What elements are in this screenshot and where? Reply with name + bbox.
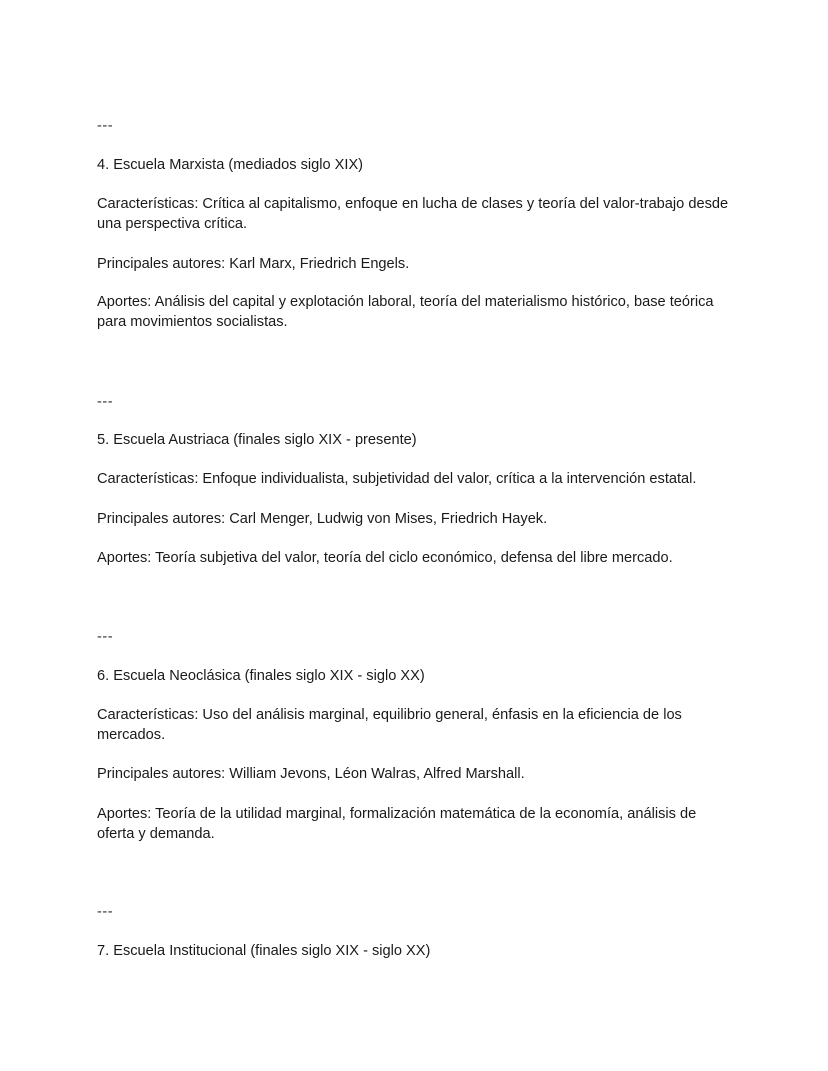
section-title: 5. Escuela Austriaca (finales siglo XIX - presente) [97, 432, 417, 448]
section-separator: --- [97, 904, 114, 920]
section-separator: --- [97, 629, 114, 645]
section-autores: Principales autores: Carl Menger, Ludwig von Mises, Friedrich Hayek. [97, 511, 548, 527]
section-aportes: Aportes: Análisis del capital y explotación laboral, teoría del materialismo histórico, base teórica para movimientos socialistas. [97, 294, 714, 330]
section-title: 4. Escuela Marxista (mediados siglo XIX) [97, 157, 364, 173]
section-caracteristicas: Características: Uso del análisis marginal, equilibrio general, énfasis en la eficiencia de los mercados. [97, 707, 682, 743]
section-aportes: Aportes: Teoría subjetiva del valor, teoría del ciclo económico, defensa del libre mercado. [97, 550, 673, 566]
section-autores: Principales autores: William Jevons, Léon Walras, Alfred Marshall. [97, 766, 525, 782]
section-caracteristicas: Características: Crítica al capitalismo, enfoque en lucha de clases y teoría del valor-trabajo desde una perspectiva crítica. [97, 196, 729, 232]
section-separator: --- [97, 394, 114, 410]
section-autores: Principales autores: Karl Marx, Friedrich Engels. [97, 256, 410, 272]
section-separator: --- [97, 118, 114, 134]
section-title: 6. Escuela Neoclásica (finales siglo XIX - siglo XX) [97, 668, 425, 684]
section-aportes: Aportes: Teoría de la utilidad marginal, formalización matemática de la economía, análisis de oferta y demanda. [97, 806, 697, 842]
section-title: 7. Escuela Institucional (finales siglo XIX - siglo XX) [97, 943, 431, 959]
section-caracteristicas: Características: Enfoque individualista, subjetividad del valor, crítica a la intervención estatal. [97, 471, 697, 487]
